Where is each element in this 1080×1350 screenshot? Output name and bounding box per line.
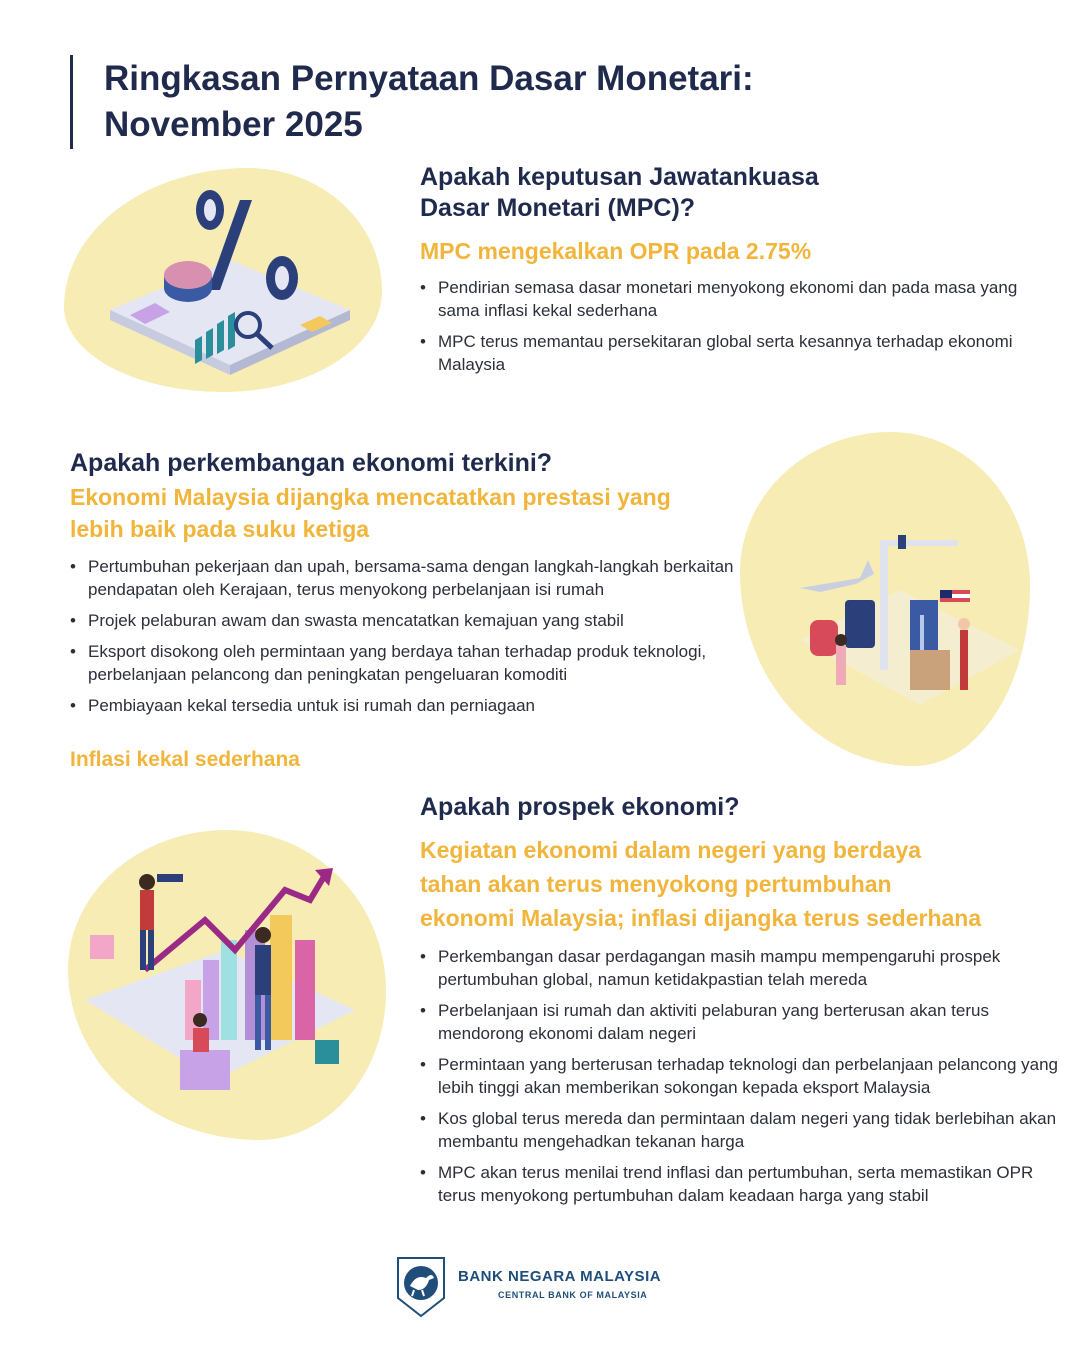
list-item: • Pendirian semasa dasar monetari menyokong ekonomi dan pada masa yang sama inflasi kekal sederhana: [420, 276, 1040, 322]
answer-current-economy-line1: Ekonomi Malaysia dijangka mencatatkan prestasi yang: [70, 484, 671, 510]
question-mpc-decision: [420, 162, 1040, 224]
question-current-economy: Apakah perkembangan ekonomi terkini?: [70, 449, 553, 477]
section-mpc-decision: [420, 162, 1040, 384]
footer-brand: [396, 1256, 696, 1320]
answer-current-economy: [70, 481, 770, 545]
list-item: • MPC akan terus menilai trend inflasi dan pertumbuhan, serta memastikan OPR terus menyokong pertumbuhan dalam keadaan harga yang stabil: [420, 1161, 1060, 1207]
answer-economic-outlook-line3: ekonomi Malaysia; inflasi dijangka terus sederhana: [420, 905, 982, 931]
title-accent-bar: [70, 55, 73, 149]
bullets-current-economy: [70, 555, 760, 717]
bullets-economic-outlook: [420, 945, 1060, 1207]
list-item: • Pertumbuhan pekerjaan dan upah, bersama-sama dengan langkah-langkah berkaitan pendapatan oleh Kerajaan, terus menyokong perbelanjaan isi rumah: [70, 555, 760, 601]
page-title: [104, 56, 904, 148]
list-item: • Kos global terus mereda dan permintaan dalam negeri yang tidak berlebihan akan membantu mengehadkan tekanan harga: [420, 1107, 1060, 1153]
answer-mpc-decision: MPC mengekalkan OPR pada 2.75%: [420, 238, 812, 264]
page-title-line1: Ringkasan Pernyataan Dasar Monetari:: [104, 59, 754, 98]
page-title-line2: November 2025: [104, 105, 363, 144]
brand-tagline: CENTRAL BANK OF MALAYSIA: [498, 1290, 648, 1300]
section-current-economy: [70, 448, 770, 725]
question-mpc-decision-line2: Dasar Monetari (MPC)?: [420, 194, 696, 222]
question-mpc-decision-line1: Apakah keputusan Jawatankuasa: [420, 163, 819, 191]
answer-economic-outlook-line1: Kegiatan ekonomi dalam negeri yang berdaya: [420, 837, 922, 863]
section-economic-outlook: [420, 792, 1060, 1215]
answer-economic-outlook-line2: tahan akan terus menyokong pertumbuhan: [420, 871, 892, 897]
list-item: • Permintaan yang berterusan terhadap teknologi dan perbelanjaan pelancong yang lebih tinggi akan memberikan sokongan kepada eksport Malaysia: [420, 1053, 1060, 1099]
bullets-mpc-decision: [420, 276, 1040, 376]
growth-outlook-icon: [85, 860, 375, 1120]
brand-name: BANK NEGARA MALAYSIA: [458, 1268, 662, 1285]
list-item: • Eksport disokong oleh permintaan yang berdaya tahan terhadap produk teknologi, perbelanjaan pelancong dan peningkatan pengeluaran komoditi: [70, 640, 760, 686]
bnm-logo-icon: [396, 1256, 446, 1318]
list-item: • Perbelanjaan isi rumah dan aktiviti pelaburan yang berterusan akan terus mendorong ekonomi dalam negeri: [420, 999, 1060, 1045]
list-item: • Projek pelaburan awam dan swasta mencatatkan kemajuan yang stabil: [70, 609, 760, 632]
list-item: • Perkembangan dasar perdagangan masih mampu mempengaruhi prospek pertumbuhan global, namun ketidakpastian telah mereda: [420, 945, 1060, 991]
inflation-heading: Inflasi kekal sederhana: [70, 748, 300, 771]
list-item: • MPC terus memantau persekitaran global serta kesannya terhadap ekonomi Malaysia: [420, 330, 1040, 376]
answer-current-economy-line2: lebih baik pada suku ketiga: [70, 516, 370, 542]
economy-tourism-icon: [790, 530, 1020, 720]
list-item: • Pembiayaan kekal tersedia untuk isi rumah dan perniagaan: [70, 694, 760, 717]
percentage-chart-icon: [100, 190, 360, 380]
answer-economic-outlook: [420, 833, 1060, 935]
question-economic-outlook: Apakah prospek ekonomi?: [420, 793, 740, 821]
